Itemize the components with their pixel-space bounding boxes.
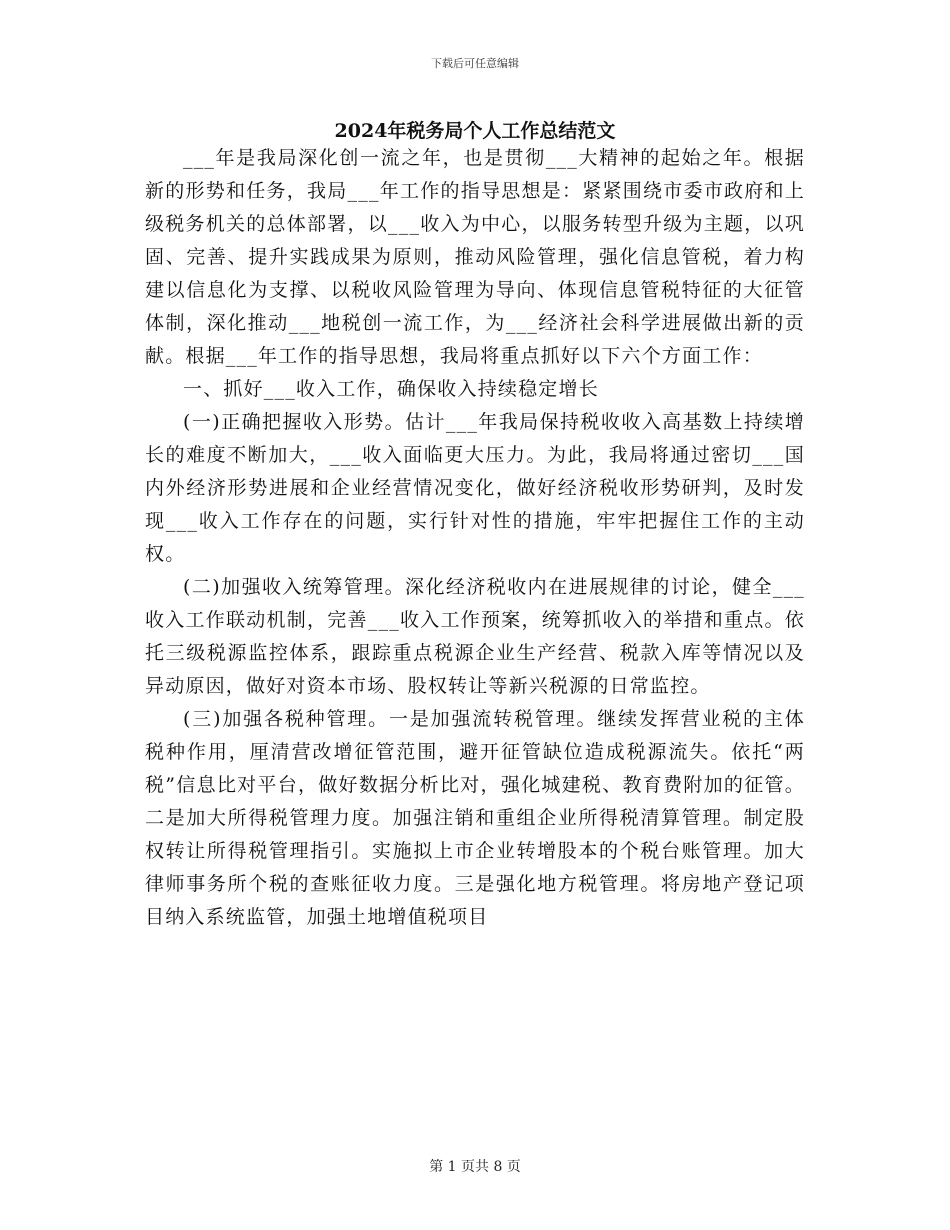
body-paragraph-intro: ___年是我局深化创一流之年，也是贯彻___大精神的起始之年。根据新的形势和任务，我局___年工作的指导思想是：紧紧围绕市委市政府和上级税务机关的总体部署，以___收入为中心，以服务转型升级为主题，以巩固、完善、提升实践成果为原则，推动风险管理，强化信息管税，着力构建以信息化为支撑、以税收风险管理为导向、体现信息管税特征的大征管体制，深化推动___地税创一流工作，为___经济社会科学进展做出新的贡献。根据___年工作的指导思想，我局将重点抓好以下六个方面工作： [145,147,805,367]
header-note: 下载后可任意编辑 [431,57,519,70]
body-paragraph-2: (二)加强收入统筹管理。深化经济税收内在进展规律的讨论，健全___收入工作联动机制，完善___收入工作预案，统筹抓收入的举措和重点。依托三级税源监控体系，跟踪重点税源企业生产经营、税款入库等情况以及异动原因，做好对资本市场、股权转让等新兴税源的日常监控。 [145,576,805,697]
document-title: 2024年税务局个人工作总结范文 [334,120,616,142]
document-body [145,142,805,934]
body-section-heading: 一、抓好___收入工作，确保收入持续稳定增长 [183,378,599,400]
body-paragraph-1: (一)正确把握收入形势。估计___年我局保持税收收入高基数上持续增长的难度不断加大，___收入面临更大压力。为此，我局将通过密切___国内外经济形势进展和企业经营情况变化，做好经济税收形势研判，及时发现___收入工作存在的问题，实行针对性的措施，牢牢把握住工作的主动权。 [145,411,805,565]
body-paragraph-3: (三)加强各税种管理。一是加强流转税管理。继续发挥营业税的主体税种作用，厘清营改增征管范围，避开征管缺位造成税源流失。依托“两税”信息比对平台，做好数据分析比对，强化城建税、教育费附加的征管。二是加大所得税管理力度。加强注销和重组企业所得税清算管理。制定股权转让所得税管理指引。实施拟上市企业转增股本的个税台账管理。加大律师事务所个税的查账征收力度。三是强化地方税管理。将房地产登记项目纳入系统监管，加强土地增值税项目 [145,708,805,928]
page-number: 第 1 页共 8 页 [429,1159,521,1175]
